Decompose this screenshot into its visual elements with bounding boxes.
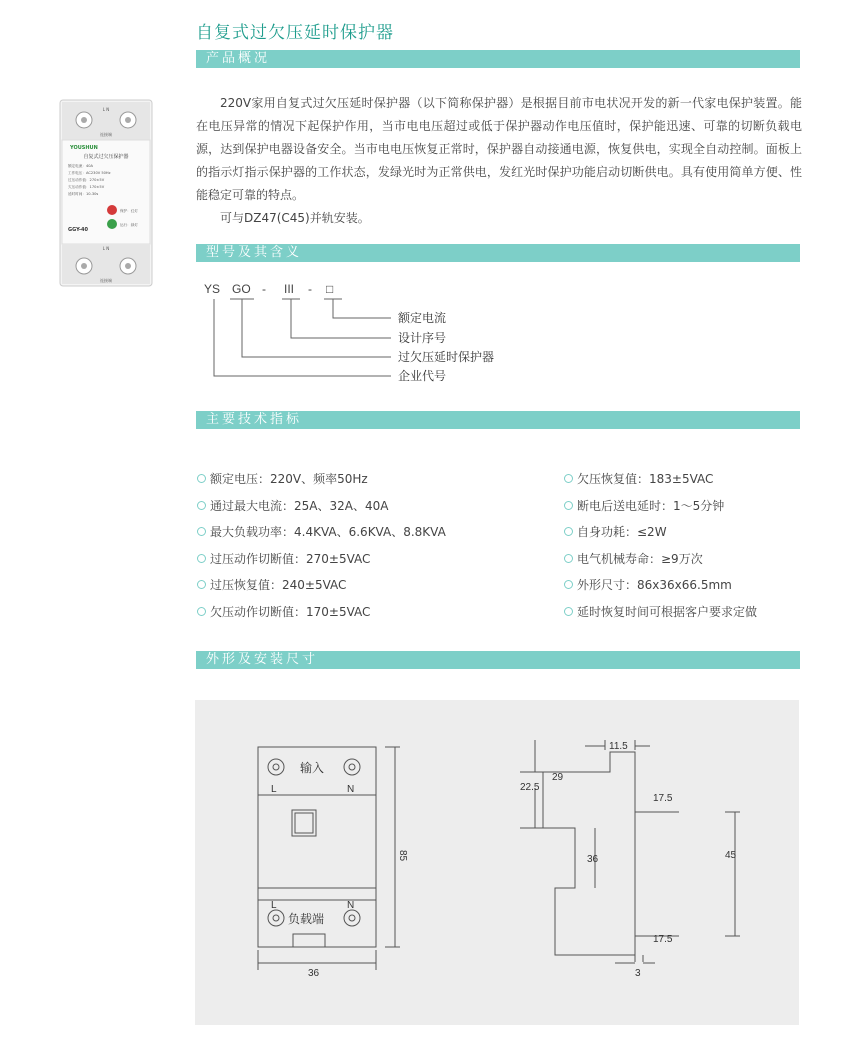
bullet-icon <box>197 474 206 483</box>
side-dim: 11.5 <box>609 741 628 752</box>
section-bar-model <box>196 244 800 262</box>
bullet-icon <box>564 527 573 536</box>
overview-text <box>196 92 802 230</box>
front-height-dim: 85 <box>397 850 408 862</box>
product-panel-line: 欠压动作值：170±5V <box>68 185 105 189</box>
product-bottom-label: L N <box>102 246 110 251</box>
bullet-icon <box>564 501 573 510</box>
bullet-icon <box>564 580 573 589</box>
spec-item: 通过最大电流：25A、32A、40A <box>197 493 557 520</box>
spec-item: 最大负载功率：4.4KVA、6.6KVA、8.8KVA <box>197 519 557 546</box>
spec-item: 延时恢复时间可根据客户要求定做 <box>564 599 800 626</box>
front-width-dim: 36 <box>308 968 320 979</box>
front-load-label: 负载端 <box>288 912 325 926</box>
model-part-ys: YS <box>204 282 221 296</box>
bullet-icon <box>197 527 206 536</box>
front-n-label: N <box>347 900 355 911</box>
section-bar-specs <box>196 411 800 429</box>
model-part-box: □ <box>326 282 334 296</box>
model-meaning: 过欠压延时保护器 <box>398 350 495 364</box>
side-dim: 36 <box>587 854 599 865</box>
side-dim: 17.5 <box>653 934 673 945</box>
page-title: 自复式过欠压延时保护器 <box>196 23 394 43</box>
product-image <box>58 98 154 288</box>
spec-item: 自身功耗：≤2W <box>564 519 800 546</box>
bullet-icon <box>197 607 206 616</box>
model-part-dash: - <box>308 282 312 296</box>
section-title-specs: 主要技术指标 <box>206 412 303 427</box>
model-code-diagram <box>196 280 516 390</box>
spec-item: 过压动作切断值：270±5VAC <box>197 546 557 573</box>
spec-item: 过压恢复值：240±5VAC <box>197 572 557 599</box>
front-l-label: L <box>271 784 277 795</box>
product-panel-line: 延时时间：10-30s <box>68 192 99 196</box>
side-dim: 29 <box>552 772 564 783</box>
spec-item: 断电后送电延时：1～5分钟 <box>564 493 800 520</box>
product-led-green-label: 运行：绿灯 <box>120 223 138 227</box>
product-panel-line: 过压动作值：270±5V <box>68 178 105 182</box>
product-top-label: L N <box>102 107 110 112</box>
front-l-label: L <box>271 900 277 911</box>
side-dim: 3 <box>635 968 641 979</box>
product-panel-title: 自复式过欠压保护器 <box>83 154 129 160</box>
bullet-icon <box>564 554 573 563</box>
front-input-label: 输入 <box>300 761 325 775</box>
dimension-drawing <box>195 700 799 1025</box>
model-meaning: 设计序号 <box>398 331 447 345</box>
bullet-icon <box>564 474 573 483</box>
section-bar-dimensions <box>196 651 800 669</box>
section-bar-overview <box>196 50 800 68</box>
section-title-dimensions: 外形及安装尺寸 <box>206 652 319 667</box>
bullet-icon <box>197 501 206 510</box>
section-title-model: 型号及其含义 <box>206 245 303 260</box>
side-dim: 17.5 <box>653 793 673 804</box>
overview-paragraph: 可与DZ47(C45)并轨安装。 <box>220 211 370 225</box>
bullet-icon <box>197 580 206 589</box>
product-bottom-label2: 连接端 <box>100 278 112 283</box>
product-panel-line: 工作电压：AC230V 50Hz <box>68 171 111 175</box>
side-dim: 22.5 <box>520 782 540 793</box>
overview-paragraph: 220V家用自复式过欠压延时保护器（以下简称保护器）是根据目前市电状况开发的新一代家电保护装置。能在电压异常的情况下起保护作用，当市电电压超过或低于保护器动作电压值时，保护能迅速、可靠的切断负载电源，达到保护电器设备安全。当市电电压恢复正常时，保护器自动接通电源，恢复供电，实现全自动控制。面板上的指示灯指示保护器的工作状态，发绿光时为正常供电，发红光时保护功能启动切断供电。具有使用简单方便、性能稳定可靠的特点。 <box>196 96 802 202</box>
model-meaning: 企业代号 <box>398 369 447 383</box>
spec-item: 电气机械寿命：≥9万次 <box>564 546 800 573</box>
section-title-overview: 产品概况 <box>206 51 271 66</box>
model-meaning: 额定电流 <box>398 311 447 325</box>
front-n-label: N <box>347 784 355 795</box>
model-part-dash: - <box>262 282 266 296</box>
specs-left <box>197 466 557 625</box>
product-led-red-label: 保护：红灯 <box>120 209 138 213</box>
spec-item: 欠压恢复值：183±5VAC <box>564 466 800 493</box>
product-model: GGY-40 <box>68 227 89 233</box>
spec-item: 外形尺寸：86x36x66.5mm <box>564 572 800 599</box>
product-brand: YOUSHUN <box>70 145 98 151</box>
model-part-iii: III <box>284 282 295 296</box>
specs-right <box>564 466 800 625</box>
spec-item: 欠压动作切断值：170±5VAC <box>197 599 557 626</box>
spec-item: 额定电压：220V、频率50Hz <box>197 466 557 493</box>
product-panel-line: 额定电流：40A <box>68 164 93 168</box>
bullet-icon <box>564 607 573 616</box>
model-part-go: GO <box>232 282 251 296</box>
bullet-icon <box>197 554 206 563</box>
side-dim: 45 <box>725 850 737 861</box>
product-top-label2: 连接端 <box>100 132 112 137</box>
